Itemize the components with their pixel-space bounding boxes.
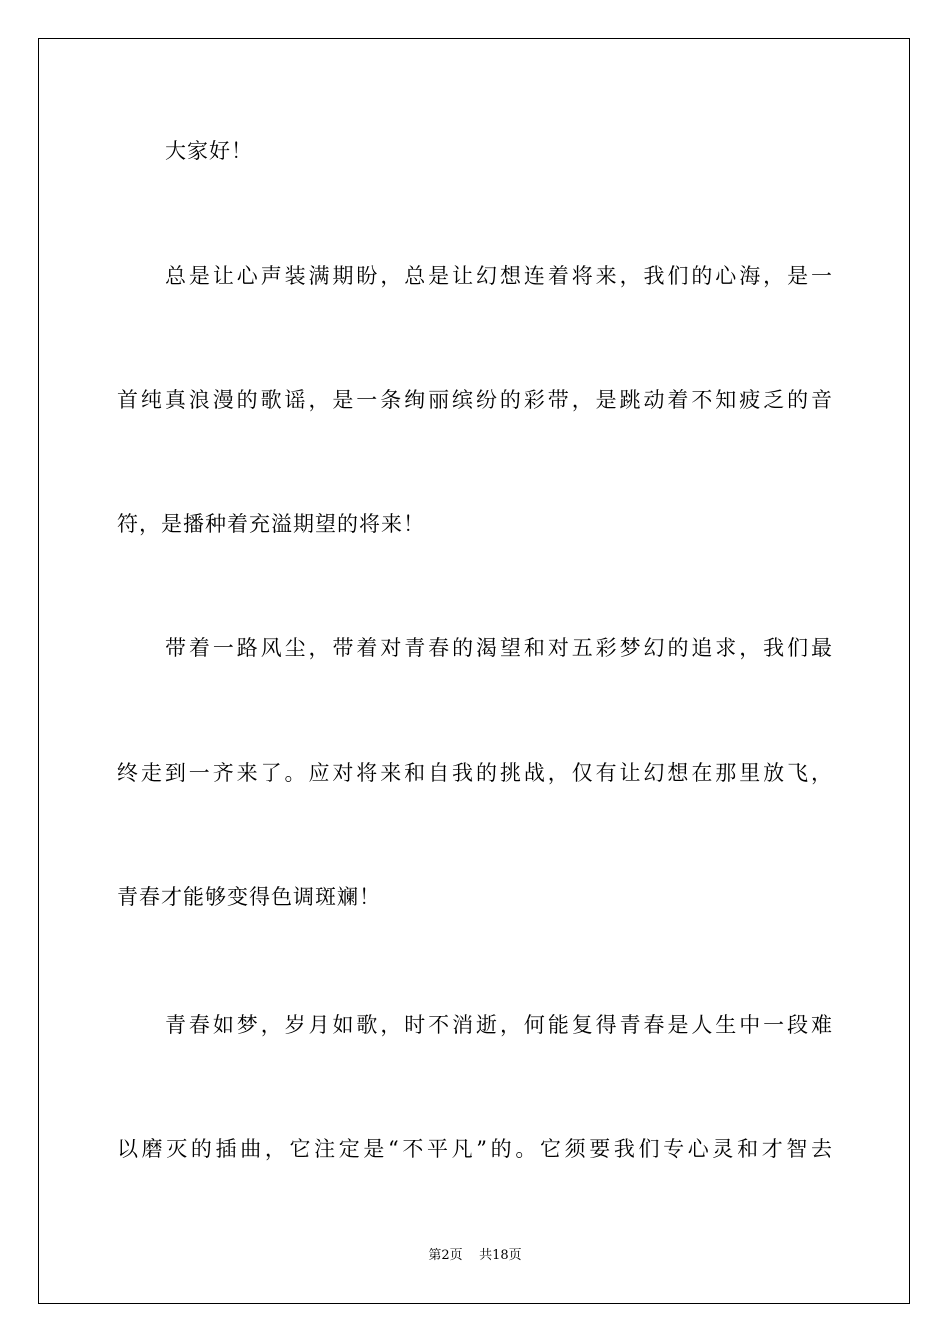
paragraph-1-line-2: 首纯真浪漫的歌谣，是一条绚丽缤纷的彩带，是跳动着不知疲乏的音 xyxy=(117,388,833,412)
paragraph-3-line-2: 以磨灭的插曲，它注定是“不平凡”的。它须要我们专心灵和才智去 xyxy=(117,1137,833,1161)
page-number: 第2页 xyxy=(428,1248,463,1263)
page-footer xyxy=(0,1246,950,1266)
total-pages: 共18页 xyxy=(479,1248,522,1263)
paragraph-2-line-3: 青春才能够变得色调斑斓！ xyxy=(117,885,381,909)
paragraph-2-line-1: 带着一路风尘，带着对青春的渴望和对五彩梦幻的追求，我们最 xyxy=(165,636,833,660)
paragraph-1-line-1: 总是让心声装满期盼，总是让幻想连着将来，我们的心海，是一 xyxy=(165,264,833,288)
greeting-line: 大家好！ xyxy=(165,139,253,163)
paragraph-1-line-3: 符，是播种着充溢期望的将来！ xyxy=(117,512,425,536)
page-border xyxy=(38,38,910,1304)
paragraph-2-line-2: 终走到一齐来了。应对将来和自我的挑战，仅有让幻想在那里放飞， xyxy=(117,761,833,785)
paragraph-3-line-1: 青春如梦，岁月如歌，时不消逝，何能复得青春是人生中一段难 xyxy=(165,1013,833,1037)
